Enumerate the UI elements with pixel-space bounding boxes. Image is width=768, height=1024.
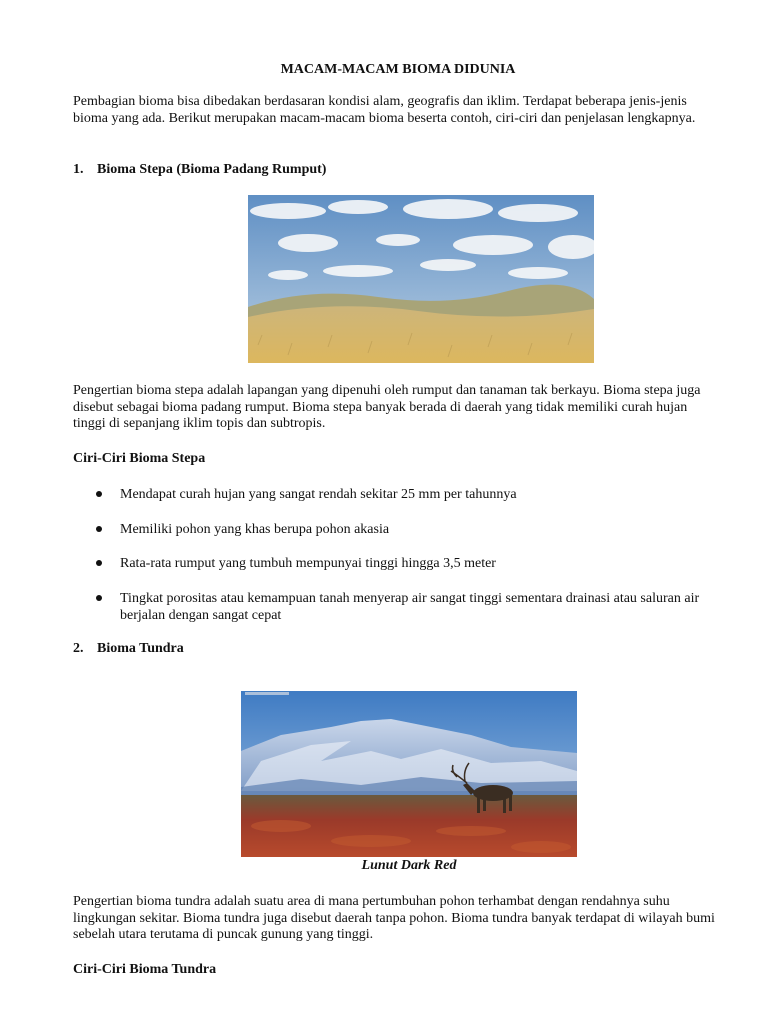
list-item: Rata-rata rumput yang tumbuh mempunyai tinggi hingga 3,5 meter xyxy=(96,555,706,572)
section-number: 1. xyxy=(73,162,84,177)
tundra-description: Pengertian bioma tundra adalah suatu area di mana pertumbuhan pohon terhambat dengan rendahnya suhu lingkungan sekitar. Bioma tundra juga disebut daerah tanpa pohon. Bioma tundra banyak terdapat di wilayah bumi sebelah utara terutama di puncak gunung yang tinggi. xyxy=(73,894,715,942)
intro-paragraph: Pembagian bioma bisa dibedakan berdasaran kondisi alam, geografis dan iklim. Terdapat beberapa jenis-jenis bioma yang ada. Berikut merupakan macam-macam bioma beserta contoh, ciri-ciri dan penjelasan lengkapnya. xyxy=(73,94,696,126)
bullet-icon xyxy=(96,560,102,566)
tundra-reindeer-photo xyxy=(241,691,577,857)
list-item: Mendapat curah hujan yang sangat rendah sekitar 25 mm per tahunnya xyxy=(96,486,706,503)
section-heading-tundra xyxy=(73,641,184,657)
tundra-features-heading: Ciri-Ciri Bioma Tundra xyxy=(73,962,217,977)
stepa-features-heading: Ciri-Ciri Bioma Stepa xyxy=(73,451,206,466)
section-heading-text: Bioma Tundra xyxy=(97,641,184,656)
list-item: Memiliki pohon yang khas berupa pohon akasia xyxy=(96,521,706,538)
bullet-icon xyxy=(96,491,102,497)
image-caption: Lunut Dark Red xyxy=(361,858,457,873)
bullet-icon xyxy=(96,595,102,601)
list-item: Tingkat porositas atau kemampuan tanah menyerap air sangat tinggi sementara drainasi atau saluran air berjalan dengan sangat cepat xyxy=(96,590,706,624)
section-heading-text: Bioma Stepa (Bioma Padang Rumput) xyxy=(97,162,327,177)
page-title: MACAM-MACAM BIOMA DIDUNIA xyxy=(280,62,516,77)
section-heading-stepa xyxy=(73,162,326,178)
stepa-description: Pengertian bioma stepa adalah lapangan yang dipenuhi oleh rumput dan tanaman tak berkayu. Bioma stepa juga disebut sebagai bioma padang rumput. Bioma stepa banyak berada di daerah yang tidak memiliki curah hujan tinggi di sepanjang iklim topis dan subtropis. xyxy=(73,383,701,431)
bullet-icon xyxy=(96,526,102,532)
grassland-photo xyxy=(248,195,594,363)
section-number: 2. xyxy=(73,641,84,656)
